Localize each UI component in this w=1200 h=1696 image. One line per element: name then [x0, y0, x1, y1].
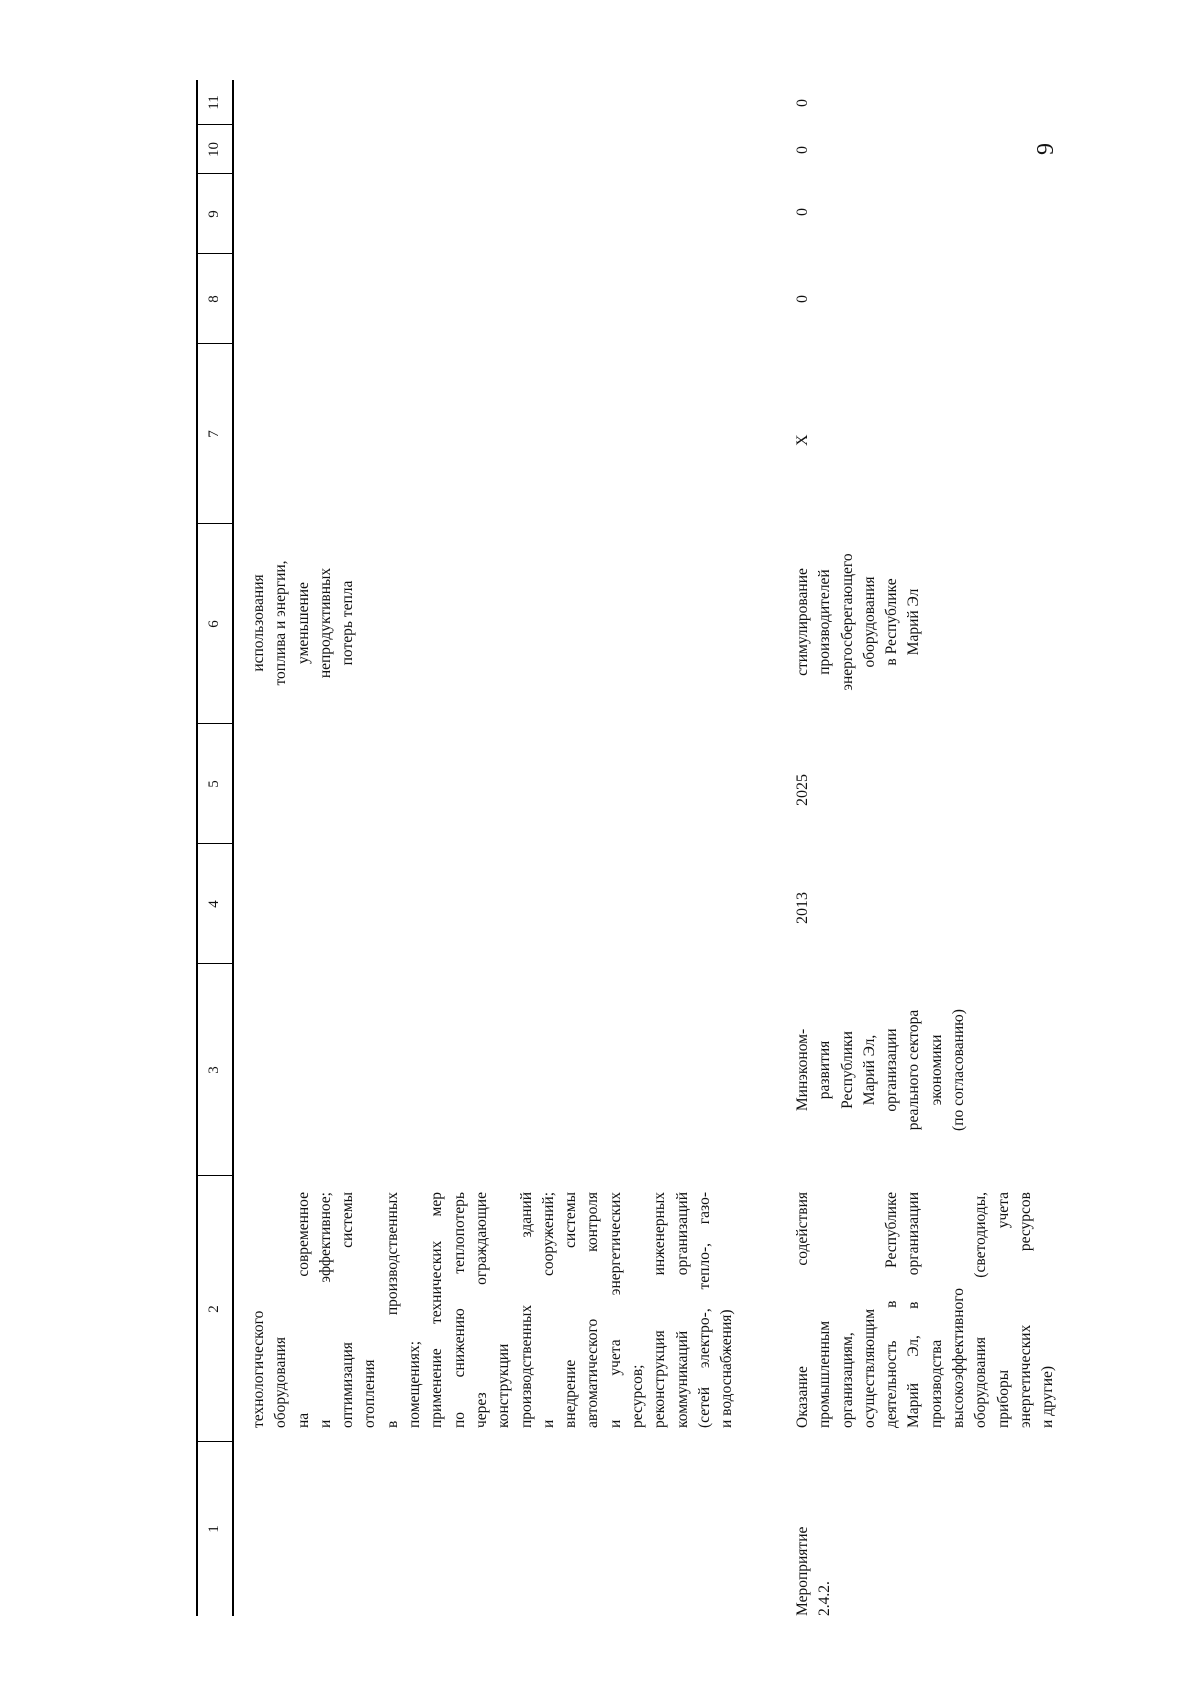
- text-line: реального сектора: [905, 1009, 923, 1131]
- text-line: организациям,: [838, 1332, 856, 1428]
- text-line: и водоснабжения): [718, 1309, 736, 1428]
- header-col-7: 7: [206, 430, 222, 438]
- continuation-result: [248, 530, 359, 716]
- measure-end-year: 2025: [794, 774, 811, 806]
- measure-col-10: 0: [794, 146, 811, 154]
- text-line: высокоэффективного: [950, 1288, 968, 1428]
- text-line: в Республике: [883, 578, 901, 666]
- text-line: оборудования: [272, 1336, 290, 1428]
- page-number: 9: [1033, 143, 1059, 155]
- text-line: Марий Эл: [905, 588, 923, 656]
- measure-col-11: 0: [794, 99, 811, 107]
- measure-description: [792, 1192, 1060, 1428]
- text-line: производства: [927, 1339, 945, 1428]
- header-col-3: 3: [206, 1066, 222, 1074]
- text-line: Марий Эл, в организации: [905, 1192, 923, 1428]
- text-line: ресурсов;: [629, 1364, 647, 1428]
- text-line: промышленным: [816, 1320, 834, 1428]
- text-line: на современное: [294, 1192, 312, 1428]
- text-line: и эффективное;: [316, 1192, 334, 1428]
- text-line: потерь тепла: [339, 580, 357, 666]
- text-line: деятельность в Республике: [883, 1192, 901, 1428]
- header-col-2: 2: [206, 1305, 222, 1313]
- text-line: и учета энергетических: [606, 1192, 624, 1428]
- text-line: Оказание содействия: [794, 1192, 811, 1428]
- text-line: развития: [816, 1040, 834, 1100]
- text-line: Республики: [838, 1031, 856, 1109]
- text-line: непродуктивных: [316, 567, 334, 679]
- measure-id: [792, 1446, 837, 1616]
- text-line: организации: [883, 1028, 901, 1112]
- text-line: помещениях;: [406, 1340, 424, 1428]
- text-line: применение технических мер: [428, 1192, 446, 1428]
- measure-col-9: 0: [794, 208, 811, 216]
- text-line: приборы учета: [994, 1192, 1012, 1428]
- text-line: в производственных: [383, 1192, 401, 1428]
- text-line: энергосберегающего: [838, 553, 856, 691]
- header-col-4: 4: [206, 900, 222, 908]
- text-line: энергетических ресурсов: [1016, 1192, 1034, 1428]
- measure-col-7: Х: [794, 434, 811, 446]
- text-line: Минэконом-: [794, 1028, 811, 1112]
- text-line: через ограждающие: [472, 1192, 490, 1428]
- text-line: уменьшение: [294, 582, 312, 664]
- text-line: производителей: [816, 569, 834, 675]
- text-line: и сооружений;: [539, 1192, 557, 1428]
- text-line: автоматического контроля: [584, 1192, 602, 1428]
- header-col-9: 9: [206, 210, 222, 218]
- text-line: оборудования: [860, 576, 878, 668]
- text-line: Марий Эл,: [860, 1034, 878, 1106]
- header-col-10: 10: [206, 142, 222, 157]
- text-line: использования: [250, 574, 267, 672]
- text-line: и другие): [1039, 1365, 1057, 1428]
- text-line: внедрение системы: [562, 1192, 580, 1428]
- header-col-8: 8: [206, 295, 222, 303]
- text-line: производственных зданий: [517, 1192, 535, 1428]
- header-col-1: 1: [206, 1525, 222, 1533]
- header-bottom-line: [232, 80, 234, 1616]
- continuation-description: [248, 1192, 739, 1428]
- text-line: 2.4.2.: [816, 1581, 834, 1616]
- measure-col-8: 0: [794, 295, 811, 303]
- measure-start-year: 2013: [794, 892, 811, 924]
- text-line: Мероприятие: [794, 1526, 811, 1616]
- text-line: отопления: [361, 1359, 379, 1428]
- header-col-11: 11: [206, 95, 222, 110]
- measure-executor: [792, 966, 970, 1174]
- text-line: оборудования (светодиоды,: [972, 1192, 990, 1428]
- text-line: осуществляющим: [860, 1308, 878, 1428]
- text-line: (по согласованию): [950, 1009, 968, 1131]
- text-line: технологического: [250, 1310, 267, 1428]
- text-line: экономики: [927, 1034, 945, 1106]
- text-line: стимулирование: [794, 568, 811, 676]
- text-line: топлива и энергии,: [272, 560, 290, 686]
- text-line: конструкции: [495, 1343, 513, 1428]
- text-line: по снижению теплопотерь: [450, 1192, 468, 1428]
- header-col-6: 6: [206, 620, 222, 628]
- text-line: коммуникаций организаций: [673, 1192, 691, 1428]
- text-line: (сетей электро-, тепло-, газо-: [695, 1192, 713, 1428]
- text-line: реконструкция инженерных: [651, 1192, 669, 1428]
- text-line: оптимизация системы: [339, 1192, 357, 1428]
- measure-result: [792, 524, 926, 720]
- header-col-5: 5: [206, 780, 222, 788]
